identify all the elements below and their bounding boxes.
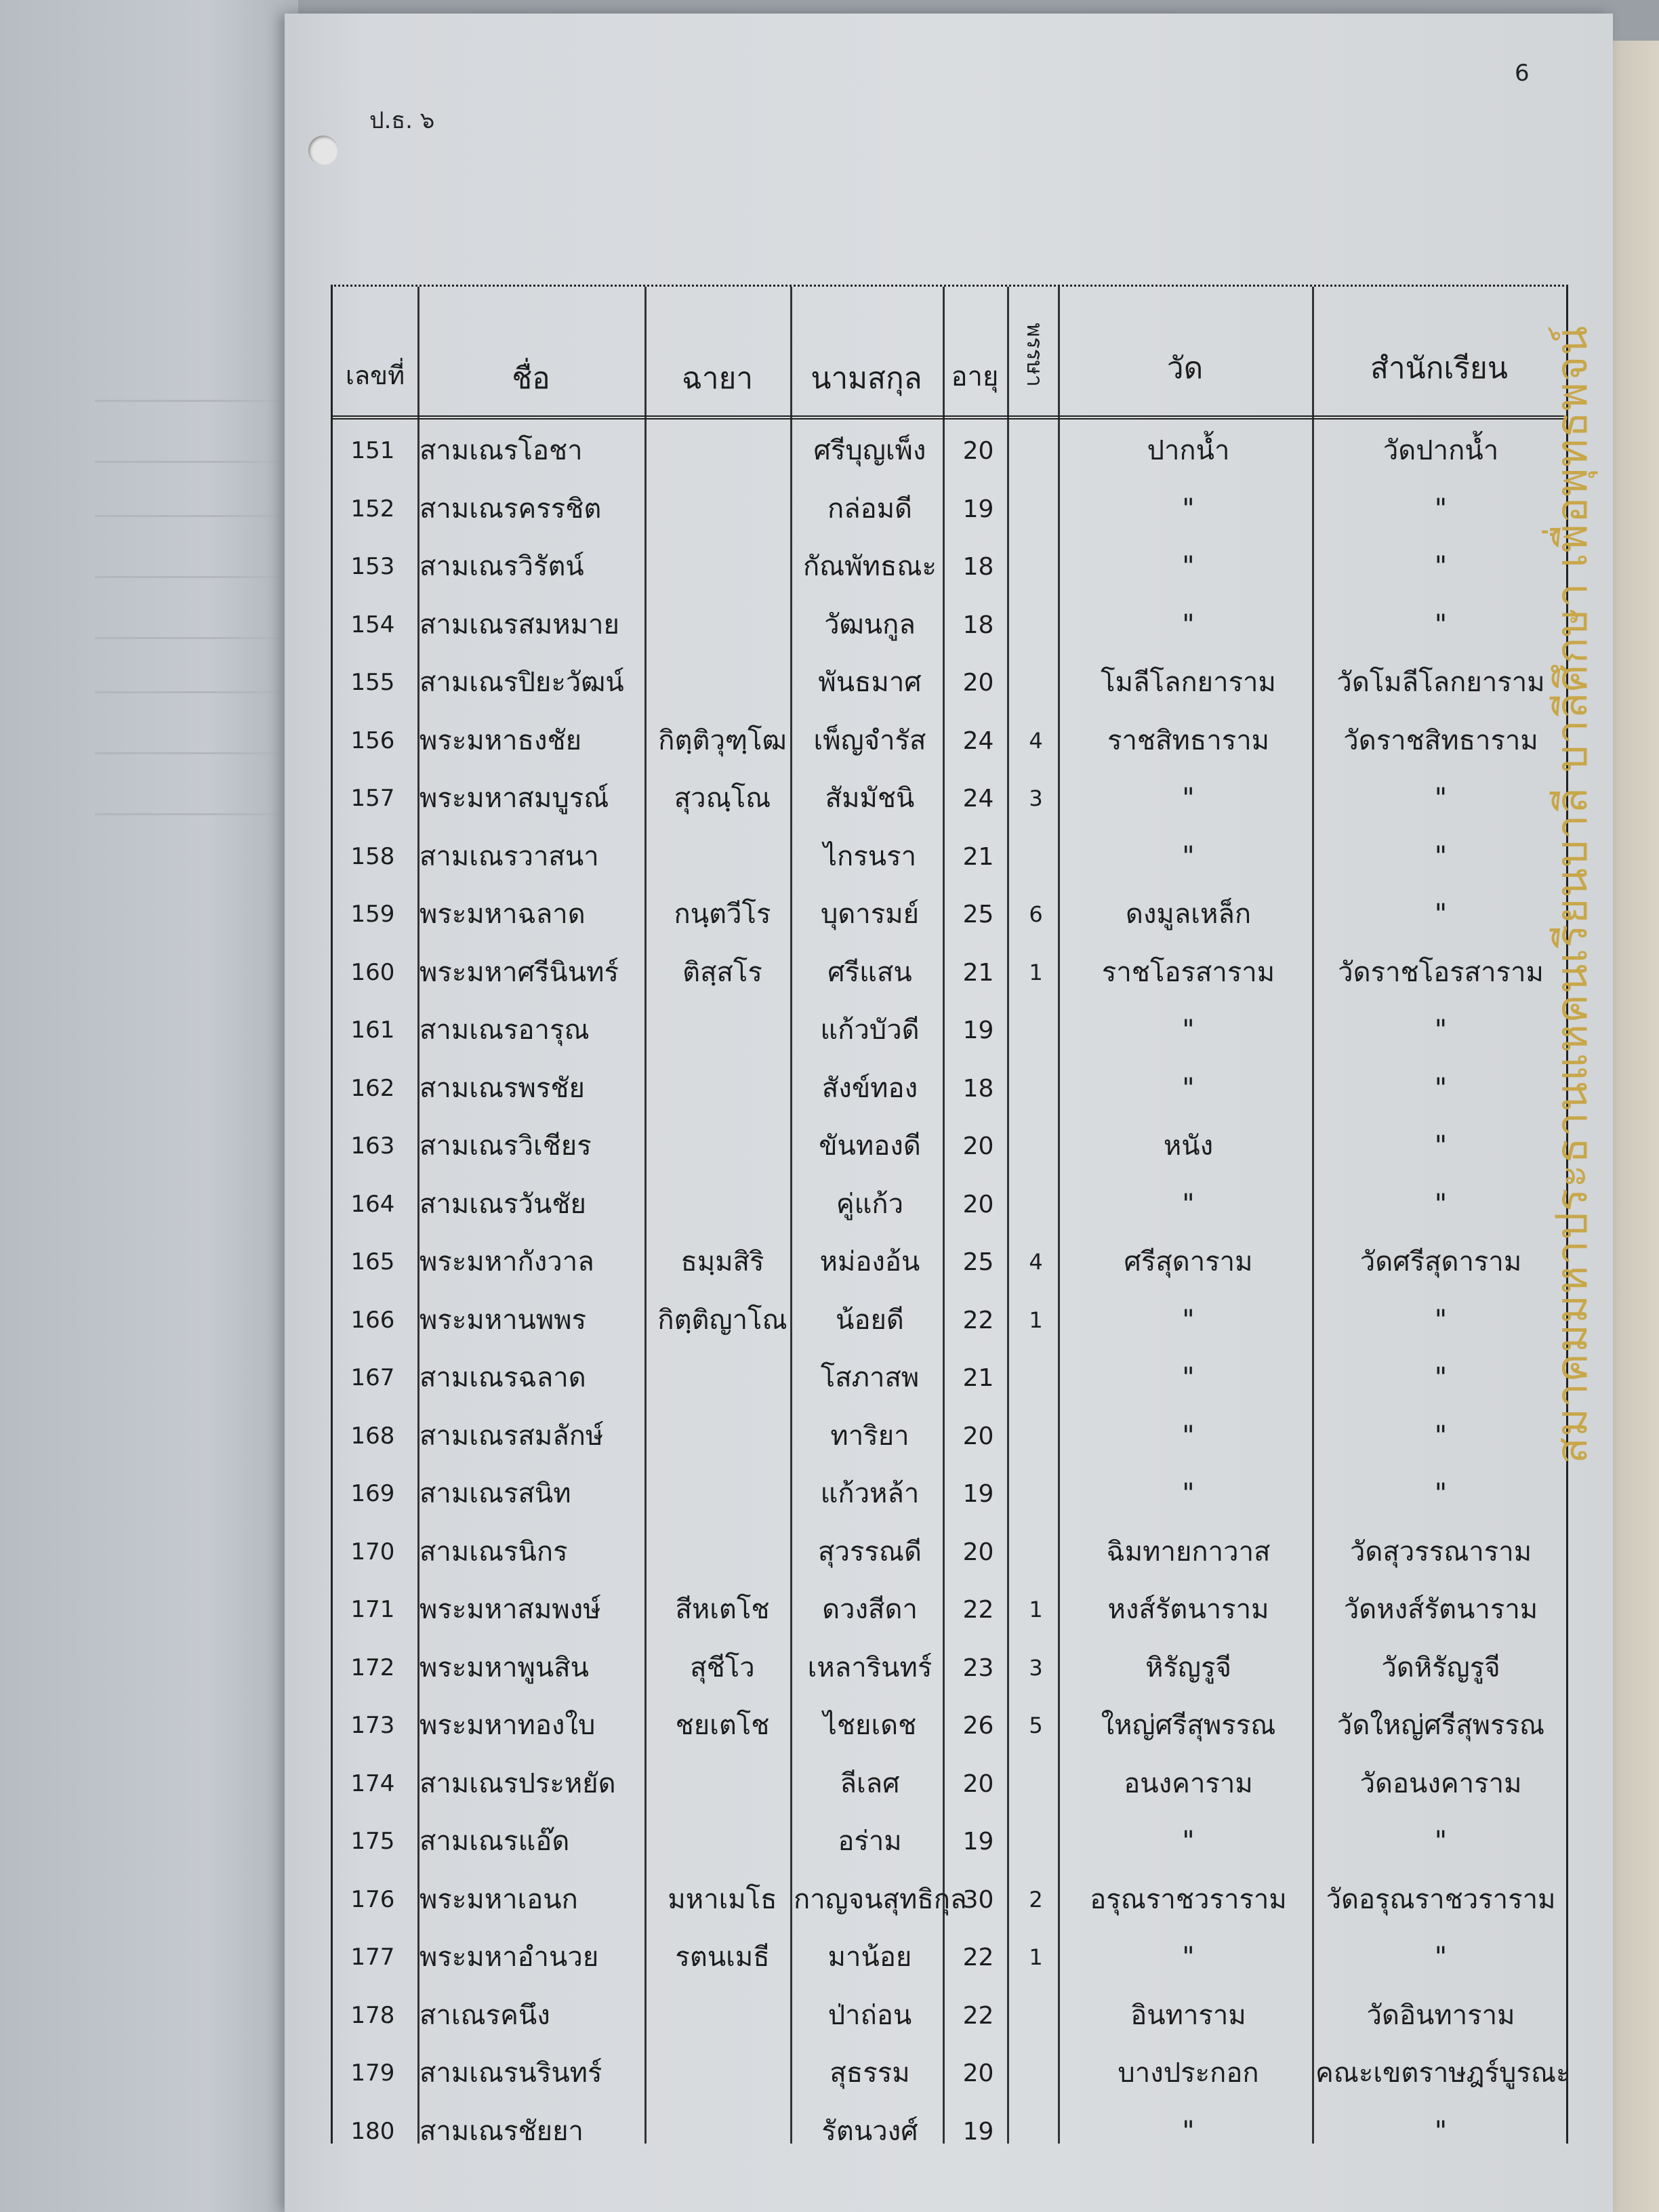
row-surname: สุธรรม <box>830 2057 910 2089</box>
row-wat: ศรีสุดาราม <box>1124 1246 1253 1277</box>
row-age: 19 <box>962 1017 994 1044</box>
row-wat: ปากน้ำ <box>1147 435 1230 466</box>
row-chaya <box>651 1002 794 1059</box>
row-school: " <box>1434 840 1448 872</box>
row-phansa: 6 <box>1029 901 1043 927</box>
row-surname: รัตนวงศ์ <box>821 2115 918 2147</box>
table-row <box>333 1233 1566 1291</box>
row-number: 178 <box>350 2001 395 2029</box>
row-school: " <box>1434 1188 1448 1220</box>
row-phansa: 2 <box>1029 1886 1043 1912</box>
row-chaya: ติสฺสโร <box>682 956 762 988</box>
row-chaya <box>651 1813 794 1870</box>
table-row <box>333 1755 1566 1813</box>
row-surname: ลีเลศ <box>840 1767 900 1799</box>
document-code: ป.ธ. ๖ <box>369 107 435 134</box>
row-school: วัดราชสิทธาราม <box>1343 724 1538 756</box>
row-number: 159 <box>350 901 395 928</box>
row-name: สามเณรประหยัด <box>419 1767 616 1799</box>
table-header <box>333 287 1566 419</box>
header-number: เลขที่ <box>345 361 405 390</box>
row-chaya <box>651 1408 794 1465</box>
header-name: ชื่อ <box>512 361 550 396</box>
row-surname: กล่อมดี <box>827 493 913 525</box>
table-row <box>333 1581 1566 1639</box>
row-number: 168 <box>350 1422 395 1450</box>
row-chaya <box>651 1523 794 1581</box>
row-chaya: กิตฺติญาโณ <box>657 1304 787 1336</box>
row-age: 24 <box>962 785 994 813</box>
row-number: 175 <box>350 1828 395 1855</box>
row-chaya: สีหเตโช <box>675 1594 770 1625</box>
row-wat: " <box>1182 1420 1195 1452</box>
row-name: สามเณรพรชัย <box>419 1072 585 1104</box>
row-school: " <box>1434 1072 1448 1104</box>
row-name: สามเณรสมลักษ์ <box>419 1420 604 1452</box>
row-surname: คู่แก้ว <box>836 1188 904 1220</box>
row-phansa <box>1010 828 1061 886</box>
row-phansa <box>1010 1060 1061 1118</box>
row-phansa <box>1010 2045 1061 2102</box>
row-number: 167 <box>350 1364 395 1391</box>
row-wat: อนงคาราม <box>1124 1767 1253 1799</box>
row-surname: น้อยดี <box>836 1304 904 1336</box>
row-phansa: 1 <box>1029 1597 1043 1622</box>
row-phansa <box>1010 1813 1061 1870</box>
row-surname: หม่องอ้น <box>819 1246 920 1277</box>
row-surname: สุวรรณดี <box>818 1536 922 1568</box>
table-row <box>333 770 1566 827</box>
row-chaya <box>651 480 794 538</box>
row-wat: " <box>1182 1478 1195 1509</box>
row-age: 20 <box>962 669 994 697</box>
row-name: สามเณรนรินทร์ <box>419 2057 602 2089</box>
row-name: พระมหาทองใบ <box>419 1710 596 1741</box>
row-number: 153 <box>350 553 395 580</box>
row-name: สามเณรชัยยา <box>419 2115 583 2147</box>
row-number: 170 <box>350 1538 395 1565</box>
row-number: 171 <box>350 1596 395 1623</box>
table-row <box>333 944 1566 1002</box>
row-school: " <box>1434 1015 1448 1046</box>
row-school: " <box>1434 1304 1448 1336</box>
row-school: " <box>1434 1478 1448 1509</box>
row-name: สามเณรฉลาด <box>419 1362 586 1393</box>
row-surname: เหลารินทร์ <box>807 1652 933 1683</box>
row-chaya <box>651 538 794 596</box>
header-phansa-label: พรรษา <box>1021 322 1048 387</box>
row-chaya <box>651 1465 794 1523</box>
table-row <box>333 2103 1566 2160</box>
row-name: สามเณรปิยะวัฒน์ <box>419 667 624 698</box>
row-name: สามเณรสนิท <box>419 1478 571 1509</box>
row-school: วัดโมลีโลกยาราม <box>1336 667 1545 698</box>
ghost-line <box>95 400 278 402</box>
table-row <box>333 1987 1566 2045</box>
row-number: 151 <box>350 437 395 464</box>
row-chaya: รตนเมธี <box>675 1942 770 1973</box>
row-chaya <box>651 1349 794 1407</box>
row-chaya <box>651 1060 794 1118</box>
row-number: 165 <box>350 1248 395 1275</box>
row-school: " <box>1434 609 1448 640</box>
row-wat: อรุณราชวราราม <box>1090 1883 1287 1915</box>
row-age: 21 <box>962 1364 994 1392</box>
left-page <box>0 0 298 2212</box>
row-wat: " <box>1182 1188 1195 1220</box>
row-phansa: 3 <box>1029 1654 1043 1681</box>
table-row <box>333 1813 1566 1870</box>
row-school: วัดสุวรรณาราม <box>1349 1536 1532 1568</box>
row-wat: หงส์รัตนาราม <box>1107 1594 1269 1625</box>
header-surname: นามสกุล <box>811 361 922 396</box>
row-wat: หนัง <box>1163 1130 1214 1162</box>
row-surname: กัณพัทธณะ <box>802 551 937 582</box>
table-row <box>333 1639 1566 1697</box>
row-phansa <box>1010 1408 1061 1465</box>
row-age: 20 <box>962 437 994 465</box>
table-row <box>333 1465 1566 1523</box>
row-school: " <box>1434 1826 1448 1857</box>
row-age: 21 <box>962 842 994 871</box>
row-phansa <box>1010 596 1061 654</box>
row-surname: ศรีบุญเพ็ง <box>813 435 926 466</box>
row-name: พระมหาอำนวย <box>419 1942 599 1973</box>
table-row <box>333 1060 1566 1118</box>
row-wat: ราชสิทธาราม <box>1107 724 1270 756</box>
row-number: 177 <box>350 1944 395 1971</box>
row-phansa: 4 <box>1029 1249 1043 1275</box>
row-number: 164 <box>350 1190 395 1218</box>
table-row <box>333 1929 1566 1986</box>
row-age: 26 <box>962 1712 994 1740</box>
row-name: พระมหากังวาล <box>419 1246 594 1277</box>
table-row <box>333 1176 1566 1233</box>
row-number: 162 <box>350 1074 395 1102</box>
row-chaya <box>651 1987 794 2045</box>
row-chaya: สุวณฺโณ <box>674 783 771 814</box>
row-wat: " <box>1182 1362 1195 1393</box>
row-age: 22 <box>962 2001 994 2030</box>
row-age: 19 <box>962 495 994 523</box>
row-wat: " <box>1182 1304 1195 1336</box>
header-school: สำนักเรียน <box>1370 351 1508 386</box>
row-chaya: ชยเตโช <box>675 1710 770 1741</box>
row-number: 155 <box>350 669 395 696</box>
row-chaya <box>651 1176 794 1233</box>
row-chaya <box>651 596 794 654</box>
row-age: 20 <box>962 1538 994 1566</box>
row-name: สามเณรโอชา <box>419 435 583 466</box>
row-wat: หิรัญรูจี <box>1145 1652 1231 1683</box>
row-age: 23 <box>962 1654 994 1682</box>
row-number: 158 <box>350 842 395 870</box>
row-name: พระมหาพูนสิน <box>419 1652 589 1683</box>
row-number: 169 <box>350 1480 395 1507</box>
header-wat: วัด <box>1166 351 1204 386</box>
table-row <box>333 886 1566 943</box>
row-name: สามเณรสมหมาย <box>419 609 619 640</box>
row-school: วัดปากน้ำ <box>1382 435 1499 466</box>
table-row <box>333 422 1566 480</box>
row-school: วัดหิรัญรูจี <box>1381 1652 1500 1683</box>
row-number: 172 <box>350 1654 395 1681</box>
row-number: 163 <box>350 1132 395 1160</box>
row-age: 25 <box>962 901 994 928</box>
table-row <box>333 1002 1566 1059</box>
row-name: สามเณรแอ๊ด <box>419 1826 570 1857</box>
row-school: วัดราชโอรสาราม <box>1338 956 1544 988</box>
row-wat: " <box>1182 1942 1195 1973</box>
row-school: " <box>1434 783 1448 814</box>
table-row <box>333 480 1566 538</box>
row-school: " <box>1434 493 1448 525</box>
row-name: สามเณรวาสนา <box>419 840 599 872</box>
row-age: 18 <box>962 611 994 639</box>
row-name: สามเณรวิเชียร <box>419 1130 592 1162</box>
row-surname: เพ็ญจำรัส <box>813 724 926 756</box>
row-chaya <box>651 654 794 712</box>
row-phansa <box>1010 1118 1061 1175</box>
row-number: 174 <box>350 1769 395 1797</box>
punch-hole <box>308 136 338 165</box>
row-name: พระมหาศรีนินทร์ <box>419 956 619 988</box>
row-wat: " <box>1182 551 1195 582</box>
row-chaya <box>651 2045 794 2102</box>
row-phansa <box>1010 1465 1061 1523</box>
row-surname: มาน้อย <box>827 1942 912 1973</box>
table-row <box>333 1408 1566 1465</box>
row-name: พระมหาฉลาด <box>419 899 586 930</box>
row-school: " <box>1434 1362 1448 1393</box>
row-wat: โมลีโลกยาราม <box>1101 667 1276 698</box>
row-phansa: 3 <box>1029 785 1043 811</box>
row-name: พระมหานพพร <box>419 1304 587 1336</box>
row-chaya <box>651 1118 794 1175</box>
row-phansa <box>1010 1349 1061 1407</box>
table-row <box>333 1697 1566 1755</box>
row-school: " <box>1434 1420 1448 1452</box>
row-number: 154 <box>350 611 395 638</box>
row-surname: แก้วบัวดี <box>820 1015 920 1046</box>
ghost-line <box>95 752 278 754</box>
row-school: วัดอนงคาราม <box>1359 1767 1522 1799</box>
row-surname: อร่าม <box>838 1826 902 1857</box>
row-phansa: 5 <box>1029 1713 1043 1738</box>
row-school: คณะเขตราษฎร์บูรณะ <box>1315 2057 1571 2089</box>
row-phansa <box>1010 1523 1061 1581</box>
row-wat: ดงมูลเหล็ก <box>1125 899 1252 930</box>
table-row <box>333 1118 1566 1175</box>
row-name: สามเณรวันชัย <box>419 1188 586 1220</box>
row-school: " <box>1434 551 1448 582</box>
row-phansa <box>1010 538 1061 596</box>
watermark: สมาคมมหาประธานแหคนเรียนบาลี บาลีศึกษา เพื่อพุทธพจน์ <box>1547 325 1597 1464</box>
row-name: สามเณรวิรัตน์ <box>419 551 584 582</box>
row-surname: ศรีแสน <box>827 956 912 988</box>
row-number: 180 <box>350 2117 395 2145</box>
table-row <box>333 1292 1566 1349</box>
row-age: 22 <box>962 1306 994 1334</box>
row-age: 22 <box>962 1596 994 1624</box>
table-row <box>333 538 1566 596</box>
row-number: 157 <box>350 785 395 812</box>
row-wat: " <box>1182 783 1195 814</box>
row-surname: แก้วหล้า <box>820 1478 920 1509</box>
row-phansa <box>1010 1176 1061 1233</box>
row-number: 160 <box>350 958 395 986</box>
row-wat: " <box>1182 840 1195 872</box>
row-surname: ขันทองดี <box>819 1130 921 1162</box>
ghost-line <box>95 576 278 578</box>
row-age: 21 <box>962 958 994 987</box>
row-chaya <box>651 828 794 886</box>
row-phansa <box>1010 2103 1061 2160</box>
header-age: อายุ <box>951 361 999 392</box>
row-chaya <box>651 422 794 480</box>
row-phansa <box>1010 1002 1061 1059</box>
row-phansa <box>1010 1755 1061 1813</box>
row-chaya: ธมฺมสิริ <box>680 1246 764 1277</box>
row-wat: ราชโอรสาราม <box>1101 956 1275 988</box>
row-school: " <box>1434 899 1448 930</box>
row-name: สามเณรอารุณ <box>419 1015 590 1046</box>
row-age: 19 <box>962 2117 994 2146</box>
row-wat: " <box>1182 1072 1195 1104</box>
row-school: วัดใหญ่ศรีสุพรรณ <box>1336 1710 1545 1741</box>
ghost-line <box>95 515 278 517</box>
row-age: 20 <box>962 1422 994 1450</box>
row-surname: ป่าถ่อน <box>827 1999 912 2031</box>
table-row <box>333 1523 1566 1581</box>
row-number: 166 <box>350 1306 395 1334</box>
row-name: พระมหาสมบูรณ์ <box>419 783 609 814</box>
row-name: สามเณรครรชิต <box>419 493 602 525</box>
row-wat: " <box>1182 1015 1195 1046</box>
row-phansa: 1 <box>1029 1307 1043 1333</box>
table-row <box>333 2045 1571 2102</box>
row-age: 30 <box>962 1885 994 1914</box>
row-name: พระมหาเอนก <box>419 1883 578 1915</box>
row-age: 19 <box>962 1480 994 1508</box>
table-row <box>333 1871 1566 1929</box>
row-number: 152 <box>350 495 395 523</box>
row-age: 20 <box>962 1190 994 1218</box>
row-number: 173 <box>350 1712 395 1739</box>
row-phansa: 1 <box>1029 959 1043 985</box>
roster-table <box>331 285 1571 2147</box>
row-school: วัดอรุณราชวราราม <box>1326 1883 1556 1915</box>
row-phansa: 1 <box>1029 1944 1043 1970</box>
row-wat: ฉิมทายกาวาส <box>1106 1536 1271 1568</box>
row-surname: ดวงสีดา <box>822 1594 918 1625</box>
ghost-line <box>95 637 278 639</box>
table-row <box>333 1349 1566 1407</box>
ghost-line <box>95 461 278 463</box>
row-surname: พันธมาศ <box>818 667 922 698</box>
row-name: สามเณรนิกร <box>419 1536 568 1568</box>
row-surname: ทาริยา <box>830 1420 909 1452</box>
row-wat: อินทาราม <box>1130 1999 1246 2031</box>
row-school: " <box>1434 2115 1448 2147</box>
row-wat: ใหญ่ศรีสุพรรณ <box>1101 1710 1276 1741</box>
row-wat: บางประกอก <box>1118 2057 1259 2089</box>
row-chaya: กนฺตวีโร <box>674 899 771 930</box>
row-school: วัดอินทาราม <box>1366 1999 1515 2031</box>
row-phansa <box>1010 654 1061 712</box>
row-wat: " <box>1182 1826 1195 1857</box>
table-row <box>333 712 1566 770</box>
table-row <box>333 596 1566 654</box>
row-wat: " <box>1182 493 1195 525</box>
row-phansa <box>1010 480 1061 538</box>
row-school: " <box>1434 1130 1448 1162</box>
row-surname: กาญจนสุทธิกุล <box>794 1883 967 1915</box>
row-age: 24 <box>962 726 994 755</box>
row-number: 176 <box>350 1885 395 1913</box>
row-chaya: กิตฺติวุฑฺโฒ <box>658 724 787 756</box>
row-number: 161 <box>350 1017 395 1044</box>
row-number: 156 <box>350 726 395 754</box>
row-school: " <box>1434 1942 1448 1973</box>
row-surname: วัฒนกูล <box>824 609 916 640</box>
row-age: 18 <box>962 553 994 581</box>
row-name: พระมหาสมพงษ์ <box>419 1594 601 1625</box>
row-age: 25 <box>962 1248 994 1276</box>
row-surname: บุดารมย์ <box>820 899 920 930</box>
row-phansa <box>1010 1987 1061 2045</box>
row-surname: สังข์ทอง <box>821 1072 918 1104</box>
ghost-line <box>95 813 278 815</box>
row-surname: ไชยเดช <box>823 1710 917 1741</box>
row-name: พระมหาธงชัย <box>419 724 582 756</box>
row-age: 20 <box>962 2060 994 2087</box>
row-number: 179 <box>350 2060 395 2087</box>
row-name: สาเณรคนึง <box>419 1999 550 2031</box>
row-school: วัดศรีสุดาราม <box>1359 1246 1522 1277</box>
ghost-line <box>95 691 278 693</box>
row-phansa <box>1010 422 1061 480</box>
row-wat: " <box>1182 2115 1195 2147</box>
row-surname: ไกรนรา <box>823 840 917 872</box>
table-row <box>333 828 1566 886</box>
row-chaya <box>651 2103 794 2160</box>
row-chaya <box>651 1755 794 1813</box>
row-age: 19 <box>962 1828 994 1856</box>
row-school: วัดหงส์รัตนาราม <box>1343 1594 1538 1625</box>
header-phansa <box>1010 307 1058 402</box>
row-chaya: มหาเมโธ <box>668 1883 777 1915</box>
header-chaya: ฉายา <box>681 361 754 396</box>
row-surname: สัมมัชนิ <box>825 783 915 814</box>
row-chaya: สุชีโว <box>690 1652 755 1683</box>
row-age: 22 <box>962 1944 994 1971</box>
row-surname: โสภาสพ <box>820 1362 920 1393</box>
row-phansa: 4 <box>1029 727 1043 754</box>
page-number: 6 <box>1515 60 1530 87</box>
table-row <box>333 654 1566 712</box>
row-age: 20 <box>962 1132 994 1160</box>
row-wat: " <box>1182 609 1195 640</box>
row-age: 18 <box>962 1074 994 1103</box>
row-age: 20 <box>962 1769 994 1798</box>
